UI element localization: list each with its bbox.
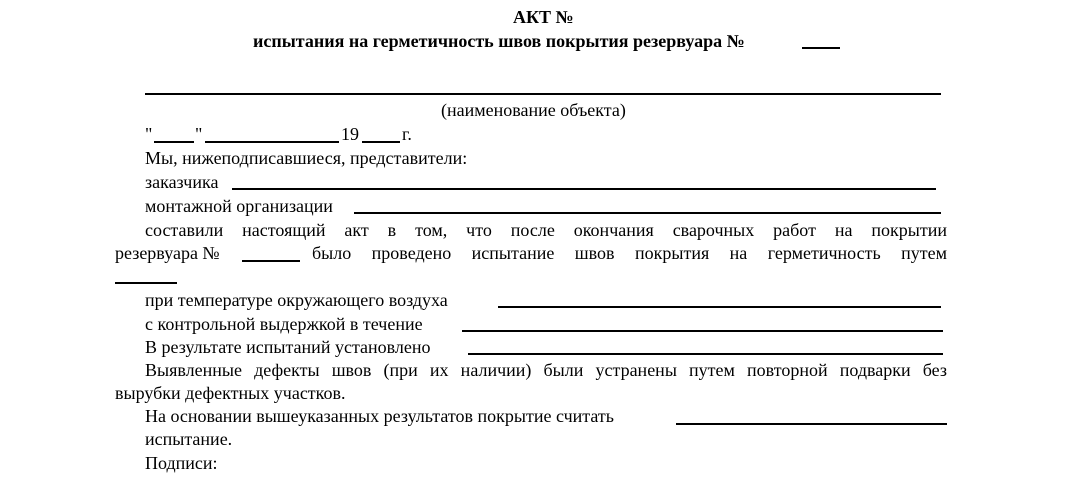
temperature-label: при температуре окружающего воздуха [145,290,448,310]
result-blank [468,353,943,355]
defects-line-1-text: Выявленные дефекты швов (при их наличии) были устранены путем повторной подварки без [145,360,947,380]
object-name-blank [145,93,941,95]
body-line-2-prefix: резервуара № [115,243,220,263]
temperature-blank [498,306,941,308]
holding-label: с контрольной выдержкой в течение [145,314,423,334]
act-subtitle: испытания на герметичность швов покрытия резервуара № [253,31,745,51]
year-blank [362,141,400,143]
result-label: В результате испытаний установлено [145,337,431,357]
tank-number-blank-2 [242,260,300,262]
day-blank [154,141,194,143]
conclusion-blank [676,423,947,425]
object-caption: (наименование объекта) [441,100,626,120]
date-quote-open: " [145,124,153,144]
body-line-2-suffix-text: было проведено испытание швов покрытия на герметичность путем [312,243,947,263]
installer-label: монтажной организации [145,196,333,216]
body-line-1 [145,219,947,241]
customer-label: заказчика [145,172,219,192]
installer-blank [354,212,941,214]
year-prefix: 19 [341,124,359,144]
conclusion-label: На основании вышеуказанных результатов покрытие считать [145,406,614,426]
tank-number-blank [802,47,840,49]
body-line-1-text: составили настоящий акт в том, что после окончания сварочных работ на покрытии [145,220,947,240]
act-title: АКТ № [513,7,574,27]
body-line-2-suffix [312,242,947,264]
holding-blank [462,330,943,332]
month-blank [205,141,339,143]
defects-line-2: вырубки дефектных участков. [115,383,346,403]
customer-blank [232,188,936,190]
year-suffix: г. [402,124,412,144]
method-blank [115,282,177,284]
signatures-label: Подписи: [145,453,218,473]
defects-line-1 [145,359,947,381]
intro-text: Мы, нижеподписавшиеся, представители: [145,148,468,168]
date-quote-close: " [195,124,203,144]
conclusion-tail: испытание. [145,429,233,449]
